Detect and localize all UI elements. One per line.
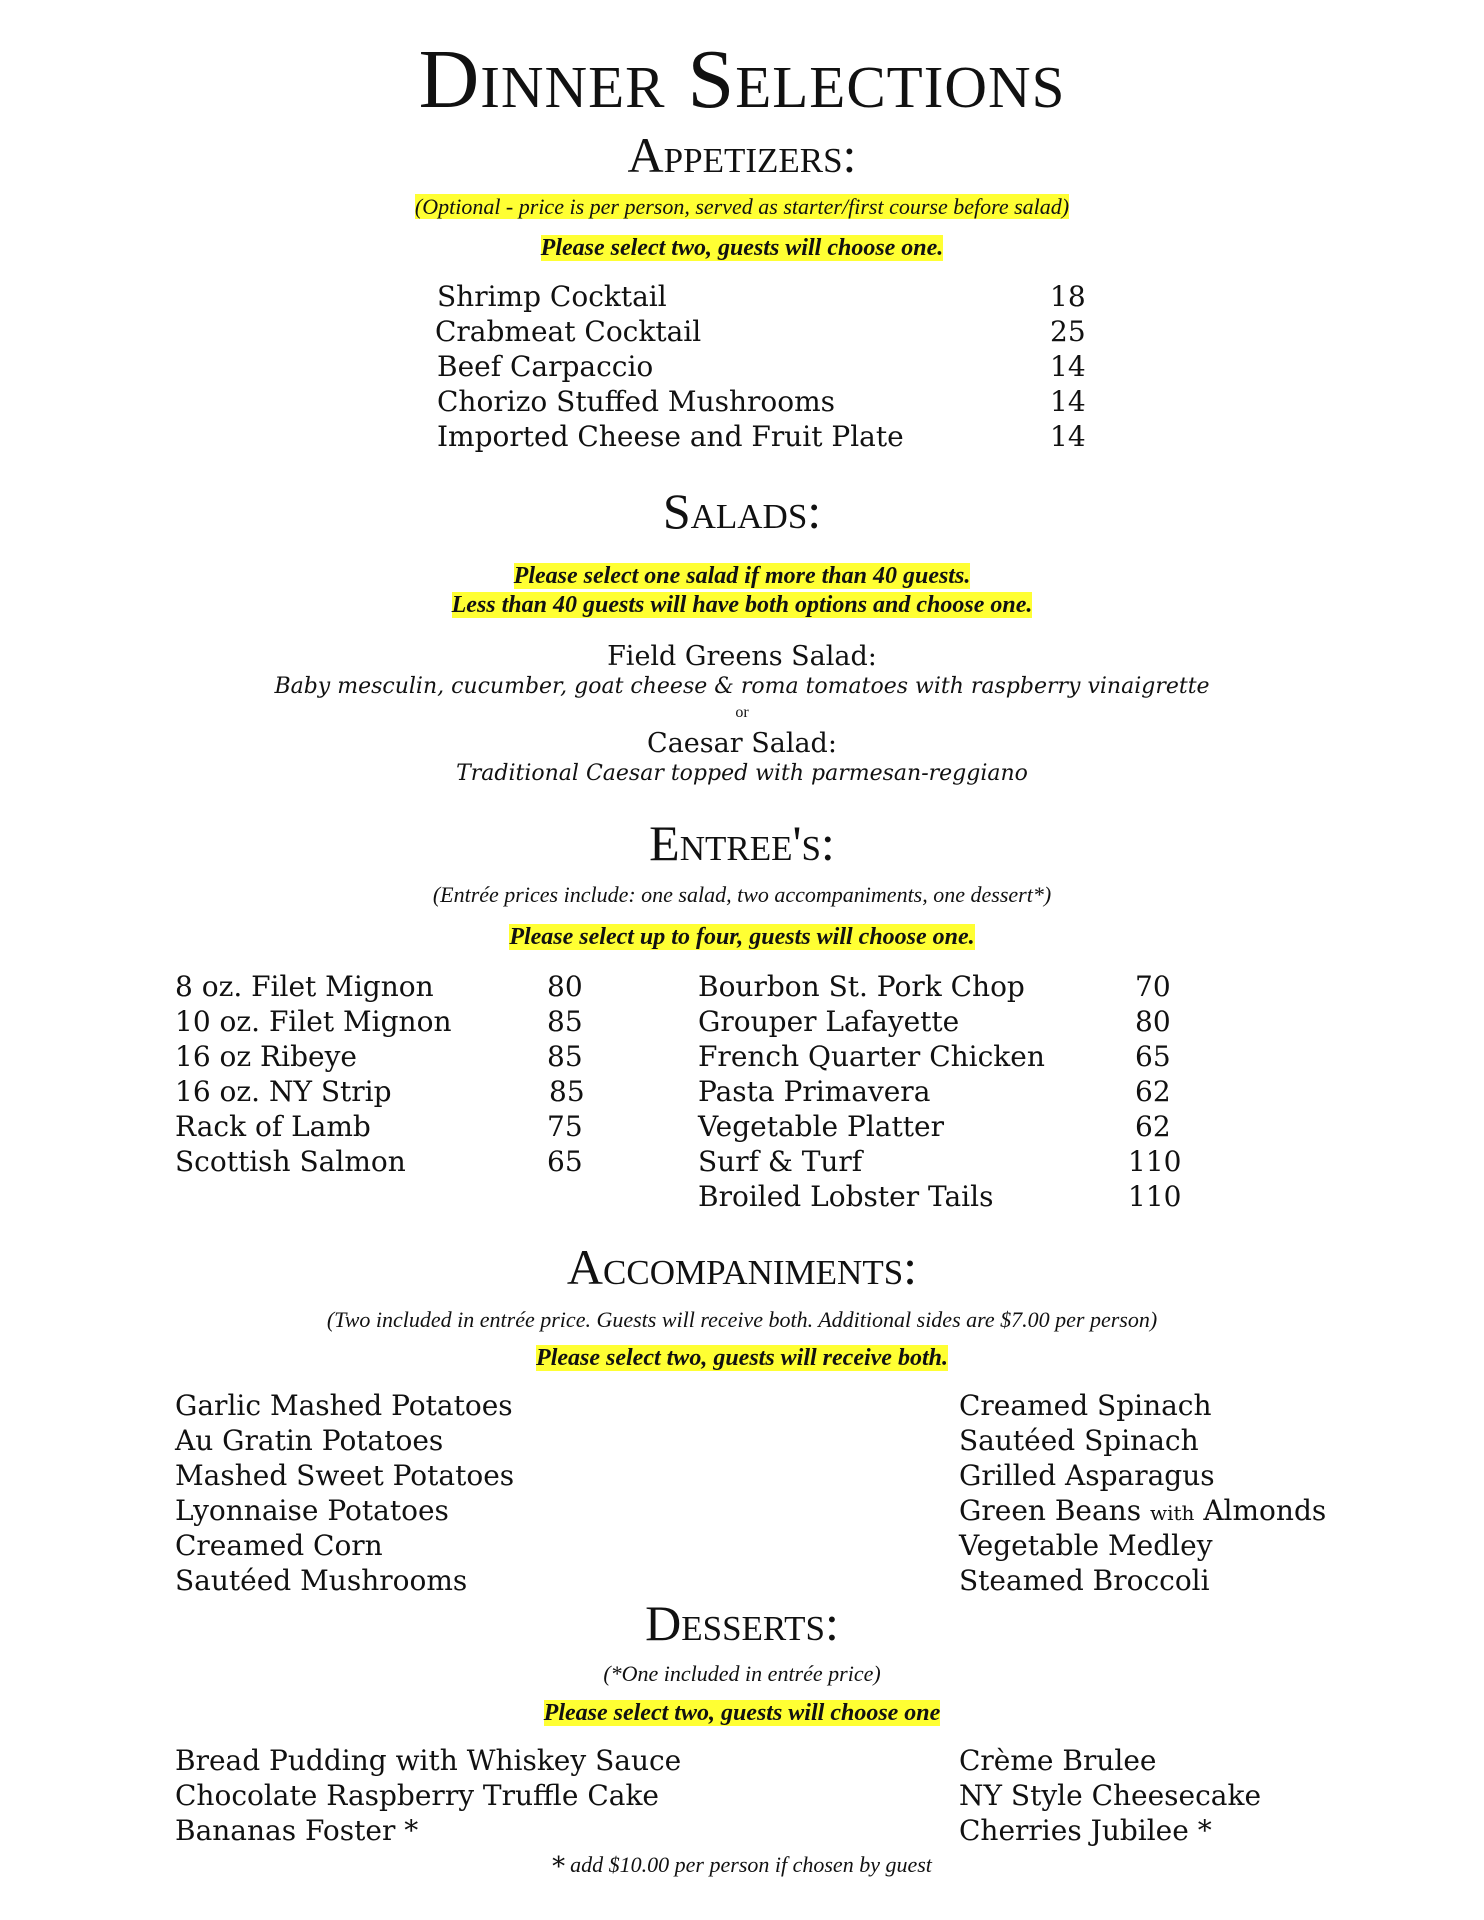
accompaniment-item: Sautéed Mushrooms bbox=[175, 1564, 468, 1597]
green-beans-almonds: Almonds bbox=[1203, 1494, 1327, 1527]
footnote-star: * bbox=[552, 1852, 566, 1882]
desserts-left-list bbox=[175, 1744, 695, 1857]
accompaniment-item: Creamed Spinach bbox=[959, 1389, 1212, 1422]
dessert-item: Bananas Foster * bbox=[175, 1814, 419, 1847]
green-beans-with: with bbox=[1149, 1501, 1195, 1525]
entree-item-name: 16 oz. NY Strip bbox=[175, 1075, 392, 1108]
entree-item-name: Broiled Lobster Tails bbox=[698, 1180, 994, 1213]
green-beans-label: Green Beans bbox=[959, 1494, 1142, 1527]
accompaniment-item-green-beans bbox=[959, 1494, 1327, 1527]
accompaniment-item: Mashed Sweet Potatoes bbox=[175, 1459, 515, 1492]
appetizers-list bbox=[435, 280, 1087, 463]
entree-item-price: 70 bbox=[1135, 970, 1171, 1003]
accompaniment-item: Sautéed Spinach bbox=[959, 1424, 1199, 1457]
salad-field-greens-desc: Baby mesculin, cucumber, goat cheese & roma tomatoes with raspberry vinaigrette bbox=[274, 674, 1210, 699]
dessert-item: NY Style Cheesecake bbox=[959, 1779, 1262, 1812]
accompaniments-left-list bbox=[175, 1389, 595, 1612]
entree-item-name: 10 oz. Filet Mignon bbox=[175, 1005, 452, 1038]
appetizer-item-price: 25 bbox=[1050, 315, 1086, 348]
appetizer-item-name: Shrimp Cocktail bbox=[437, 280, 667, 313]
entrees-instruction-row bbox=[0, 925, 1484, 949]
accompaniment-item: Steamed Broccoli bbox=[959, 1564, 1210, 1597]
dessert-item: Crème Brulee bbox=[959, 1744, 1157, 1777]
entree-item-price: 65 bbox=[547, 1145, 583, 1178]
entree-item-price: 85 bbox=[549, 1075, 585, 1108]
entree-item-price: 65 bbox=[1135, 1040, 1171, 1073]
desserts-instruction-row bbox=[0, 1701, 1484, 1725]
entree-item-name: Scottish Salmon bbox=[175, 1145, 406, 1178]
entree-item-name: 8 oz. Filet Mignon bbox=[175, 970, 434, 1003]
entree-item-price: 85 bbox=[547, 1005, 583, 1038]
desserts-heading: Desserts: bbox=[645, 1595, 839, 1651]
appetizer-item-name: Chorizo Stuffed Mushrooms bbox=[437, 385, 836, 418]
accompaniment-item: Lyonnaise Potatoes bbox=[175, 1494, 449, 1527]
accompaniments-note: (Two included in entrée price. Guests will receive both. Additional sides are $7.00 per person) bbox=[326, 1307, 1158, 1332]
entree-item-name: Pasta Primavera bbox=[698, 1075, 931, 1108]
desserts-note: (*One included in entrée price) bbox=[603, 1661, 881, 1686]
entrees-instruction: Please select up to four, guests will choose one. bbox=[509, 924, 975, 950]
entree-item-name: Rack of Lamb bbox=[175, 1110, 371, 1143]
accompaniments-instruction-row bbox=[0, 1346, 1484, 1370]
desserts-footnote: add $10.00 per person if chosen by guest bbox=[570, 1852, 932, 1877]
salads-instruction-row-1 bbox=[0, 564, 1484, 588]
appetizers-instruction-row bbox=[0, 236, 1484, 260]
entree-item-price: 62 bbox=[1135, 1075, 1171, 1108]
appetizers-instruction: Please select two, guests will choose one. bbox=[540, 235, 944, 261]
salad-caesar-desc: Traditional Caesar topped with parmesan-reggiano bbox=[456, 761, 1028, 786]
entree-item-price: 110 bbox=[1128, 1180, 1182, 1213]
entree-item-price: 80 bbox=[1135, 1005, 1171, 1038]
salad-field-greens-name: Field Greens Salad: bbox=[607, 641, 877, 672]
appetizer-item-name: Beef Carpaccio bbox=[437, 350, 654, 383]
entrees-left-list bbox=[175, 970, 595, 1193]
desserts-instruction: Please select two, guests will choose one bbox=[543, 1700, 941, 1726]
entrees-note: (Entrée prices include: one salad, two accompaniments, one dessert*) bbox=[432, 882, 1052, 907]
accompaniments-right-list bbox=[959, 1389, 1327, 1612]
desserts-footnote-row bbox=[0, 1854, 1484, 1880]
entree-item-name: Vegetable Platter bbox=[698, 1110, 944, 1143]
appetizer-item-name: Crabmeat Cocktail bbox=[435, 315, 702, 348]
salads-heading: Salads: bbox=[662, 483, 822, 539]
appetizer-item-price: 18 bbox=[1050, 280, 1086, 313]
salads-instruction-2: Less than 40 guests will have both options and choose one. bbox=[451, 592, 1033, 618]
entree-item-name: Surf & Turf bbox=[698, 1145, 863, 1178]
appetizer-item-price: 14 bbox=[1050, 350, 1086, 383]
appetizer-item-name: Imported Cheese and Fruit Plate bbox=[437, 420, 904, 453]
appetizers-note-row bbox=[0, 196, 1484, 218]
entree-item-price: 80 bbox=[547, 970, 583, 1003]
entrees-right-list bbox=[698, 970, 1182, 1223]
salad-or: or bbox=[735, 704, 749, 721]
accompaniment-item: Au Gratin Potatoes bbox=[175, 1424, 444, 1457]
appetizers-note: (Optional - price is per person, served as starter/first course before salad) bbox=[414, 194, 1070, 219]
salads-instruction-row-2 bbox=[0, 593, 1484, 617]
entree-item-price: 85 bbox=[547, 1040, 583, 1073]
dessert-item: Bread Pudding with Whiskey Sauce bbox=[175, 1744, 682, 1777]
entree-item-name: French Quarter Chicken bbox=[698, 1040, 1045, 1073]
accompaniment-item: Grilled Asparagus bbox=[959, 1459, 1215, 1492]
entree-item-name: Grouper Lafayette bbox=[698, 1005, 960, 1038]
entree-item-price: 75 bbox=[547, 1110, 583, 1143]
accompaniments-instruction: Please select two, guests will receive both. bbox=[536, 1345, 948, 1371]
entree-item-price: 110 bbox=[1128, 1145, 1182, 1178]
accompaniments-heading: Accompaniments: bbox=[566, 1239, 918, 1295]
appetizer-item-price: 14 bbox=[1050, 385, 1086, 418]
entrees-heading: Entree's: bbox=[649, 815, 835, 871]
page-title: Dinner Selections bbox=[418, 33, 1066, 126]
salads-instruction-1: Please select one salad if more than 40 guests. bbox=[513, 563, 971, 589]
entree-item-price: 62 bbox=[1135, 1110, 1171, 1143]
entree-item-name: 16 oz Ribeye bbox=[175, 1040, 357, 1073]
appetizers-heading: Appetizers: bbox=[627, 127, 857, 183]
appetizer-item-price: 14 bbox=[1050, 420, 1086, 453]
accompaniment-item: Garlic Mashed Potatoes bbox=[175, 1389, 513, 1422]
accompaniment-item: Vegetable Medley bbox=[959, 1529, 1213, 1562]
accompaniment-item: Creamed Corn bbox=[175, 1529, 383, 1562]
salad-caesar-name: Caesar Salad: bbox=[647, 728, 837, 759]
dessert-item: Cherries Jubilee * bbox=[959, 1814, 1212, 1847]
dessert-item: Chocolate Raspberry Truffle Cake bbox=[175, 1779, 659, 1812]
desserts-right-list bbox=[959, 1744, 1319, 1857]
entree-item-name: Bourbon St. Pork Chop bbox=[698, 970, 1025, 1003]
